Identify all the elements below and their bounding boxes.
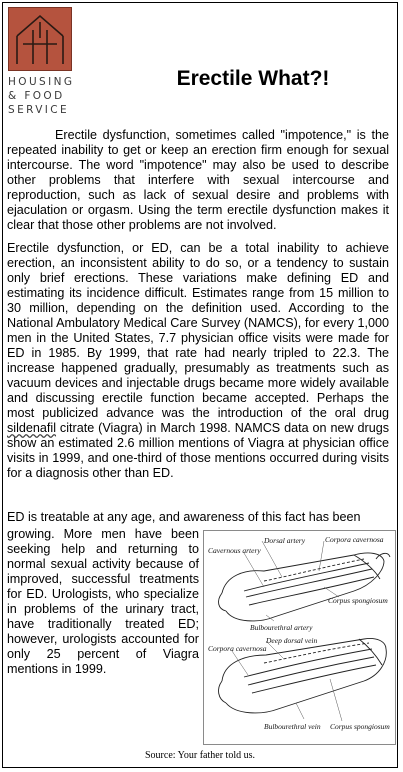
document-page <box>2 2 398 768</box>
paragraph-incidence-part-2: citrate (Viagra) in March 1998. NAMCS data on new drugs show an estimated 2.6 million mentions of Viagra at physician office visits in 1999, and one-third of those mentions occurred during visits for a diagnosis other than ED. <box>7 421 389 480</box>
label-dorsal-artery: Dorsal artery <box>264 536 306 545</box>
source-caption: Source: Your father told us. <box>145 750 255 761</box>
label-corpora-cavernosa-top: Corpora cavernosa <box>325 535 384 544</box>
label-corpus-spongiosum-top: Corpus spongiosum <box>328 596 388 605</box>
label-corpus-spongiosum-bottom: Corpus spongiosum <box>330 722 390 731</box>
logo-line-2: & FOOD <box>8 90 65 102</box>
drug-name: sildenafil <box>7 421 57 435</box>
housing-food-service-logo <box>8 7 78 121</box>
anatomy-illustration <box>204 531 395 744</box>
label-bulbourethral-artery: Bulbourethral artery <box>250 623 313 632</box>
paragraph-treatment-line-1: ED is treatable at any age, and awareness of this fact has been <box>7 510 361 524</box>
paragraph-treatment-rest: growing. More men have been seeking help and returning to normal sexual activity because of improved, successful treatments for ED. Urologists, who specialize in problems of the urinary tract, have traditionally treated ED; however, urologists accounted for only 25 percent of Viagra mentions in 1999. <box>7 527 199 676</box>
paragraph-definition: Erectile dysfunction, sometimes called "impotence," is the repeated inability to get or keep an erection firm enough for sexual intercourse. The word "impotence" may also be used to describe other problems that interfere with sexual intercourse and reproduction, such as lack of sexual desire and problems with ejaculation or orgasm. Using the term erectile dysfunction makes it clear that those other problems are not involved. <box>7 128 389 232</box>
logo-line-3: SERVICE <box>8 104 70 116</box>
logo-text <box>8 75 78 117</box>
page-title: Erectile What?! <box>176 67 330 90</box>
penile-anatomy-figure <box>203 530 396 745</box>
label-corpora-cavernosa-bottom: Corpora cavernosa <box>208 644 267 653</box>
label-deep-dorsal-vein: Deep dorsal vein <box>266 636 318 645</box>
logo-line-1: HOUSING <box>8 76 75 88</box>
label-bulbourethral-vein: Bulbourethral vein <box>264 722 321 731</box>
paragraph-incidence <box>7 241 389 481</box>
paragraph-incidence-part-1: Erectile dysfunction, or ED, can be a total inability to achieve erection, an inconsistent ability to do so, or a tendency to sustain only brief erections. These variations make defining ED and estimating its incidence difficult. Estimates range from 15 million to 30 million, depending on the definition used. According to the National Ambulatory Medical Care Survey (NAMCS), for every 1,000 men in the United States, 7.7 physician office visits were made for ED in 1985. By 1999, that rate had nearly tripled to 22.3. The increase happened gradually, presumably as treatments such as vacuum devices and injectable drugs became more widely available and discussing erectile function became accepted. Perhaps the most publicized advance was the introduction of the oral drug <box>7 241 389 420</box>
house-logo-icon <box>8 7 72 71</box>
label-cavernous-artery: Cavernous artery <box>208 546 261 555</box>
